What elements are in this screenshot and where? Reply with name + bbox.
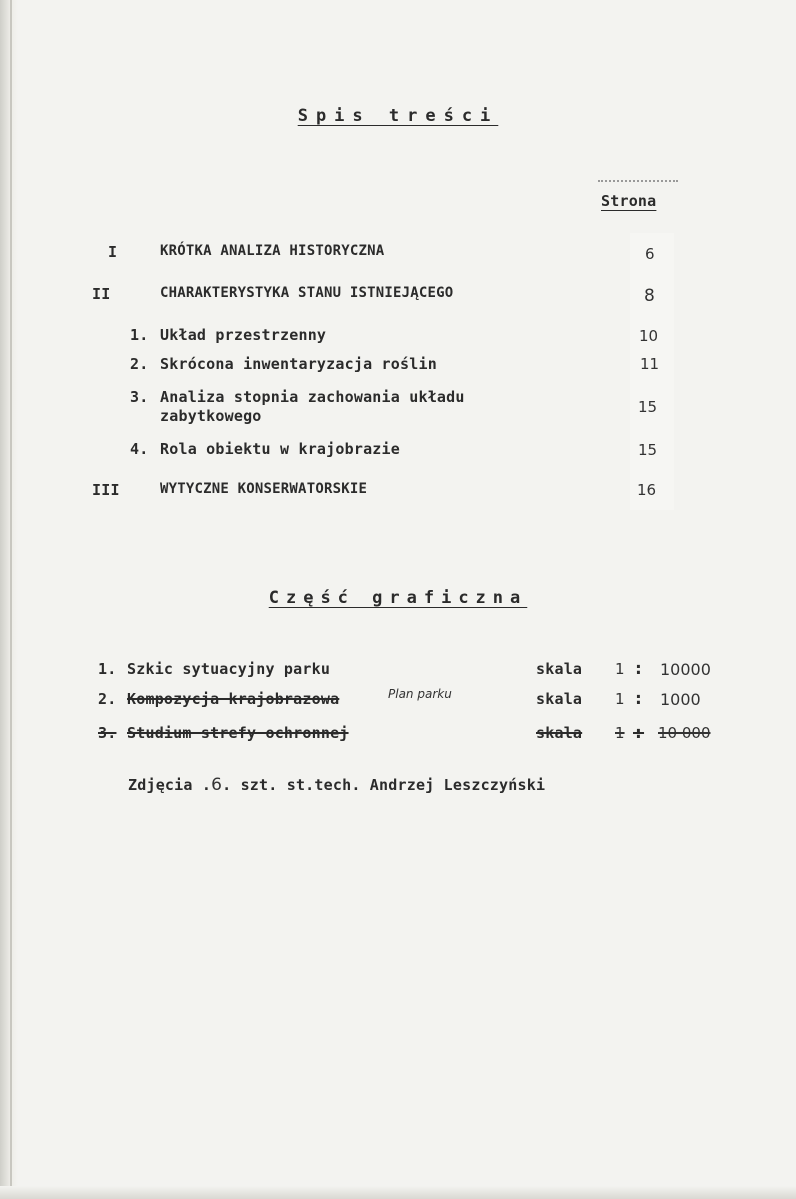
scale-a-struck: 1 bbox=[615, 724, 625, 742]
scale-word: skala bbox=[536, 690, 583, 708]
toc-label: Skrócona inwentaryzacja roślin bbox=[160, 355, 437, 373]
scale-sep: : bbox=[633, 658, 645, 679]
scale-b: 10000 bbox=[660, 660, 711, 679]
toc-num: 4. bbox=[130, 440, 149, 458]
handwritten-annotation: Plan parku bbox=[388, 687, 452, 701]
toc-label: WYTYCZNE KONSERWATORSKIE bbox=[160, 481, 368, 497]
scale-sep-struck: : bbox=[633, 722, 645, 743]
toc-label: Rola obiektu w krajobrazie bbox=[160, 440, 400, 458]
graphic-label-struck: Kompozycja krajobrazowa bbox=[127, 690, 340, 708]
toc-page: 15 bbox=[638, 398, 658, 416]
photos-suffix: . szt. st.tech. Andrzej Leszczyński bbox=[222, 776, 546, 794]
page-title: Spis treści bbox=[297, 106, 499, 126]
toc-num: I bbox=[108, 243, 118, 261]
photos-count: 6 bbox=[211, 775, 223, 795]
graphic-section-title: Część graficzna bbox=[268, 588, 528, 608]
toc-page: 16 bbox=[637, 481, 657, 499]
toc-page: 6 bbox=[645, 245, 655, 263]
scale-a: 1 bbox=[615, 660, 625, 678]
toc-num: 1. bbox=[130, 326, 149, 344]
page-bottom-edge bbox=[0, 1186, 796, 1199]
graphic-num: 2. bbox=[98, 690, 117, 708]
graphic-num: 1. bbox=[98, 660, 117, 678]
toc-page: 11 bbox=[640, 355, 660, 373]
photos-prefix: Zdjęcia . bbox=[128, 776, 212, 794]
toc-label: zabytkowego bbox=[160, 407, 262, 425]
toc-page: 10 bbox=[639, 327, 659, 345]
graphic-num-struck: 3. bbox=[98, 724, 117, 742]
scale-b: 1000 bbox=[660, 690, 701, 709]
graphic-label-struck: Studium strefy ochronnej bbox=[127, 724, 349, 742]
toc-label: Analiza stopnia zachowania układu bbox=[160, 388, 465, 406]
dotted-mark bbox=[598, 180, 678, 186]
toc-num: II bbox=[92, 285, 111, 303]
toc-page: 15 bbox=[638, 441, 658, 459]
toc-num: 2. bbox=[130, 355, 149, 373]
scale-b-struck: 10 000 bbox=[658, 724, 711, 742]
page-column-header: Strona bbox=[601, 192, 657, 210]
scale-word: skala bbox=[536, 660, 583, 678]
photos-line bbox=[128, 775, 545, 795]
toc-label: CHARAKTERYSTYKA STANU ISTNIEJĄCEGO bbox=[160, 285, 454, 301]
graphic-label: Szkic sytuacyjny parku bbox=[127, 660, 331, 678]
scale-sep: : bbox=[633, 688, 645, 709]
toc-page: 8 bbox=[644, 286, 655, 306]
toc-num: III bbox=[92, 481, 120, 499]
scale-word-struck: skala bbox=[536, 724, 583, 742]
toc-label: KRÓTKA ANALIZA HISTORYCZNA bbox=[160, 243, 385, 259]
scale-a: 1 bbox=[615, 690, 625, 708]
toc-num: 3. bbox=[130, 388, 149, 406]
toc-label: Układ przestrzenny bbox=[160, 326, 327, 344]
